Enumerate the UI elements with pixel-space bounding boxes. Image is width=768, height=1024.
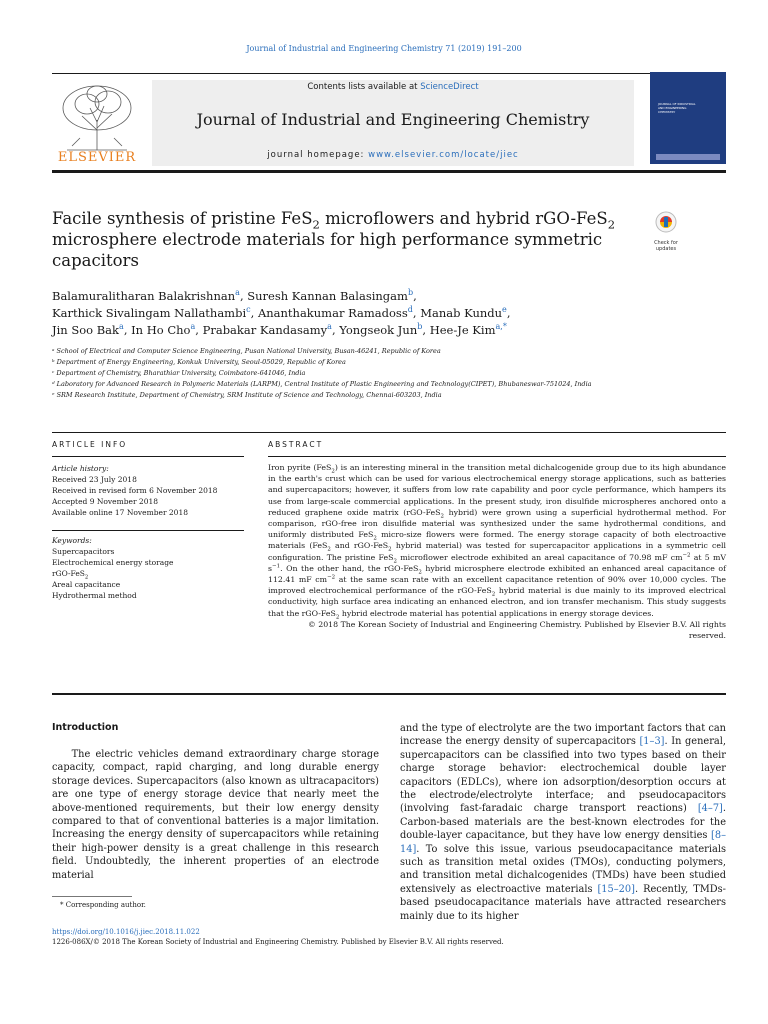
abstract-text: Iron pyrite (FeS$_2$) is an interesting mineral in the transition metal dichalcogenide group due to its high abundance in the earth's crust which can be used for various electrochemical energy storage applications, such as batteries and supercapacitors; however, it suffers from low rate capability and poor cycle performance, which hampers its use from large-scale commercial applications. In the present study, iron disulfide microspheres anchored onto a reduced graphene oxide matrix (rGO-FeS$_2$ hybrid) were grown using a superficial hydrothermal method. For comparison, rGO-free iron disulfide material was synthesized under the same hydrothermal conditions, and uniformly distributed FeS$_2$ micro-size flowers were formed. The energy storage capacity of both electroactive materials (FeS$_2$ and rGO-FeS$_2$ hybrid material) was tested for supercapacitor applications in a symmetric cell configuration. The pristine FeS$_2$ microflower electrode exhibited an areal capacitance of 70.98 mF $cm^{-2}$ at 5 mV $s^{-1}$. On the other hand, the rGO-FeS$_2$ hybrid microsphere electrode exhibited an enhanced areal capacitance of 112.41 mF $cm^{-2}$ at the same scan rate with an excellent capacitance retention of 90% over 10,000 cycles. The improved electrochemical performance of the rGO-FeS$_2$ hybrid material is due mainly to its improved electrical conductivity, high surface area indicating an enhanced electron, and ion transfer mechanism. This study suggests that the rGO-FeS$_2$ hybrid electrode material has potential applications in energy storage devices. © 2018 The Korean Society of Industrial and Engineering Chemistry. Published by Elsevier B.V. All rights reserved. xyxy=(268,463,727,641)
journal-cover-image[interactable] xyxy=(650,72,726,164)
intro-left-column: The electric vehicles demand extraordinary charge storage capacity, compact, rapid charging, and long durable energy storage devices. Supercapacitors (also known as ultracapacitors) are one type of energy storage device that nearly meet the above-mentioned requirements, but their low energy density compared to that of conventional batteries is a major limitation. Increasing the energy density of supercapacitors while retaining their high-power density is a great challenge in this research field. Undoubtedly, the inherent properties of an electrode material xyxy=(52,749,379,881)
contents-prefix: Contents lists available at xyxy=(307,82,421,92)
abstract-end-divider xyxy=(52,693,726,695)
corresponding-author-note: * Corresponding author. xyxy=(60,901,146,909)
keyword-item[interactable]: rGO-FeS$_2$ xyxy=(52,569,89,581)
section-divider xyxy=(52,432,726,433)
homepage-link[interactable]: www.elsevier.com/locate/jiec xyxy=(368,150,519,160)
article-info-divider xyxy=(52,456,244,457)
copyright-line-1: © 2018 The Korean Society of Industrial and Engineering Chemistry. Published by Elsevier B.V. All rights xyxy=(307,619,726,629)
contents-line xyxy=(152,82,634,92)
affiliation-list xyxy=(52,346,726,401)
copyright-line-2: reserved. xyxy=(688,631,726,641)
article-title: Facile synthesis of pristine FeS$_2$ microflowers and hybrid rGO-FeS$_2$ microsphere electrode materials for high performance symmetric capacitors xyxy=(52,209,616,270)
article-info-heading: ARTICLE INFO xyxy=(52,440,128,449)
check-for-updates-button[interactable] xyxy=(650,210,682,250)
affiliation-item: ᶜ Department of Chemistry, Bharathiar University, Coimbatore-641046, India xyxy=(52,369,306,377)
affiliation-item: ᵃ School of Electrical and Computer Science Engineering, Pusan National University, Busan-46241, Republic of Korea xyxy=(52,347,441,355)
keywords-block xyxy=(52,535,242,601)
sciencedirect-link[interactable]: ScienceDirect xyxy=(420,82,479,92)
intro-right-column: and the type of electrolyte are the two important factors that can increase the energy density of supercapacitors [1–3]. In general, supercapacitors can be classified into two types based on their charge storage behavior: electrochemical double layer capacitors (EDLCs), where ion adsorption/desorption occurs at the electrode/electrolyte interface; and pseudocapacitors (involving fast-faradaic charge transport reactions) [4–7]. Carbon-based materials are the best-known electrodes for the double-layer capacitance, but they have low energy densities [8–14]. To solve this issue, various pseudocapacitance materials such as transition metal oxides (TMOs), conducting polymers, and transition metal dichalcogenides (TMDs) have been studied extensively as electroactive materials [15–20]. Recently, TMDs-based pseudocapacitance materials have attracted researchers mainly due to its higher xyxy=(400,723,726,922)
keyword-item[interactable]: Hydrothermal method xyxy=(52,591,137,600)
keywords-divider xyxy=(52,530,244,531)
keyword-item[interactable]: Supercapacitors xyxy=(52,547,115,556)
cover-title: JOURNAL OF INDUSTRIAL AND ENGINEERING CHEMISTRY xyxy=(658,102,696,114)
homepage-prefix: journal homepage: xyxy=(267,150,369,160)
journal-citation-link[interactable]: Journal of Industrial and Engineering Chemistry 71 (2019) 191–200 xyxy=(246,44,522,53)
check-updates-icon xyxy=(654,210,678,236)
header-thick-divider xyxy=(52,170,726,173)
doi-link[interactable]: https://doi.org/10.1016/j.jiec.2018.11.022 xyxy=(52,928,200,936)
abstract-heading: ABSTRACT xyxy=(268,440,324,449)
check-updates-label: Check for updates xyxy=(654,240,678,252)
homepage-line xyxy=(152,150,634,160)
affiliation-item: ᵈ Laboratory for Advanced Research in Polymeric Materials (LARPM), Central Institute of Plastic Engineering and Technology(CIPET), Bhubaneswar-751024, India xyxy=(52,380,592,388)
article-history xyxy=(52,463,242,518)
affiliation-item: ᵇ Department of Energy Engineering, Konkuk University, Seoul-05029, Republic of Korea xyxy=(52,358,346,366)
abstract-copyright xyxy=(268,619,726,641)
keyword-item[interactable]: Electrochemical energy storage xyxy=(52,558,174,567)
history-item: Received 23 July 2018 xyxy=(52,475,137,484)
journal-name: Journal of Industrial and Engineering Chemistry xyxy=(196,110,590,129)
keyword-item[interactable]: Areal capacitance xyxy=(52,580,121,589)
history-item: Received in revised form 6 November 2018 xyxy=(52,486,218,495)
footnote-divider xyxy=(52,896,132,897)
header-divider xyxy=(52,73,726,74)
introduction-heading: Introduction xyxy=(52,722,119,733)
keywords-label: Keywords: xyxy=(52,536,92,545)
history-item: Accepted 9 November 2018 xyxy=(52,497,159,506)
abstract-divider xyxy=(268,456,726,457)
issn-copyright: 1226-086X/© 2018 The Korean Society of Industrial and Engineering Chemistry. Published by Elsevier B.V. All rights reserved. xyxy=(52,938,504,946)
history-item: Available online 17 November 2018 xyxy=(52,508,188,517)
affiliation-item: ᵉ SRM Research Institute, Department of Chemistry, SRM Institute of Science and Technology, Chennai-603203, India xyxy=(52,391,442,399)
elsevier-wordmark: ELSEVIER xyxy=(57,150,137,165)
author-list[interactable]: Balamuralitharan Balakrishnan$^a$, Suresh Kannan Balasingam$^b$, Karthick Sivalingam Nallathambi$^c$, Ananthakumar Ramadoss$^d$, Manab Kundu$^e$, Jin Soo Bak$^a$, In Ho Cho$^a$, Prabakar Kandasamy$^a$, Yongseok Jun$^b$, Hee-Je Kim$^{a,*}$ xyxy=(52,288,511,337)
history-label: Article history: xyxy=(52,464,109,473)
